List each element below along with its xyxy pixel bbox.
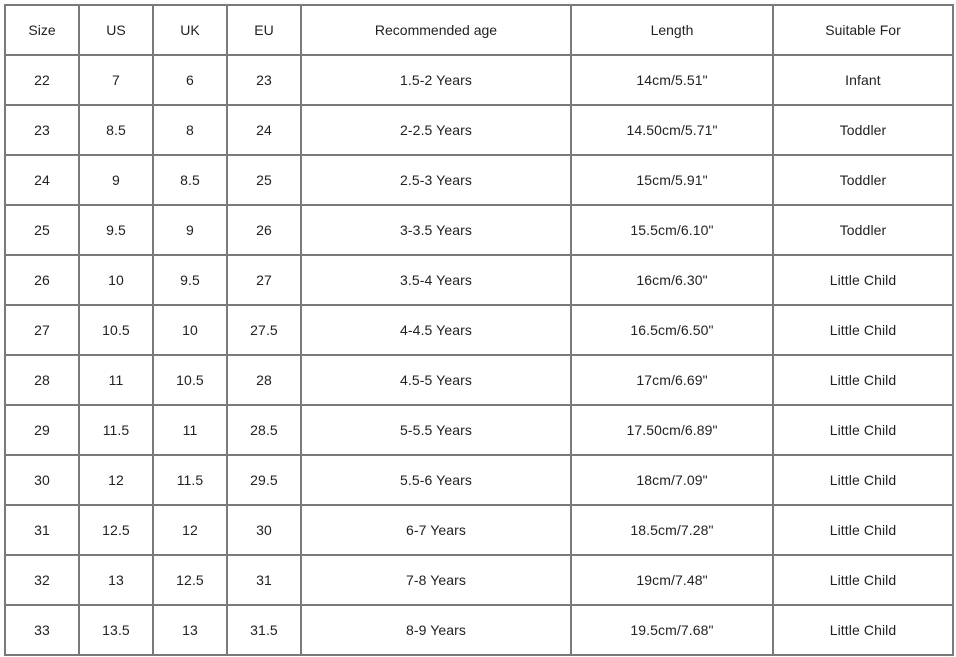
cell-uk: 10.5	[154, 356, 228, 406]
cell-uk: 9.5	[154, 256, 228, 306]
cell-eu: 23	[228, 56, 302, 106]
cell-suitable-for: Toddler	[774, 206, 954, 256]
cell-suitable-for: Little Child	[774, 406, 954, 456]
cell-eu: 24	[228, 106, 302, 156]
cell-size: 27	[6, 306, 80, 356]
cell-uk: 12	[154, 506, 228, 556]
cell-uk: 6	[154, 56, 228, 106]
size-chart-table	[4, 4, 954, 656]
cell-eu: 26	[228, 206, 302, 256]
cell-size: 23	[6, 106, 80, 156]
cell-us: 12.5	[80, 506, 154, 556]
cell-uk: 8.5	[154, 156, 228, 206]
table-header	[6, 6, 954, 56]
header-length: Length	[572, 6, 774, 56]
cell-recommended-age: 6-7 Years	[302, 506, 572, 556]
table-row	[6, 106, 954, 156]
table-row	[6, 556, 954, 606]
cell-length: 18.5cm/7.28"	[572, 506, 774, 556]
cell-length: 19cm/7.48"	[572, 556, 774, 606]
cell-us: 10	[80, 256, 154, 306]
cell-us: 11.5	[80, 406, 154, 456]
cell-eu: 31.5	[228, 606, 302, 656]
cell-recommended-age: 3-3.5 Years	[302, 206, 572, 256]
cell-length: 14cm/5.51"	[572, 56, 774, 106]
cell-eu: 30	[228, 506, 302, 556]
cell-suitable-for: Little Child	[774, 556, 954, 606]
cell-eu: 31	[228, 556, 302, 606]
cell-uk: 11.5	[154, 456, 228, 506]
cell-uk: 8	[154, 106, 228, 156]
cell-us: 9	[80, 156, 154, 206]
cell-length: 17.50cm/6.89"	[572, 406, 774, 456]
cell-recommended-age: 1.5-2 Years	[302, 56, 572, 106]
cell-uk: 9	[154, 206, 228, 256]
cell-size: 28	[6, 356, 80, 406]
header-row	[6, 6, 954, 56]
cell-uk: 12.5	[154, 556, 228, 606]
cell-size: 22	[6, 56, 80, 106]
cell-suitable-for: Toddler	[774, 156, 954, 206]
cell-recommended-age: 5.5-6 Years	[302, 456, 572, 506]
cell-size: 32	[6, 556, 80, 606]
header-recommended-age: Recommended age	[302, 6, 572, 56]
cell-size: 33	[6, 606, 80, 656]
cell-eu: 29.5	[228, 456, 302, 506]
cell-recommended-age: 4.5-5 Years	[302, 356, 572, 406]
table-row	[6, 256, 954, 306]
table-row	[6, 456, 954, 506]
cell-recommended-age: 2-2.5 Years	[302, 106, 572, 156]
cell-size: 26	[6, 256, 80, 306]
cell-length: 15cm/5.91"	[572, 156, 774, 206]
cell-recommended-age: 8-9 Years	[302, 606, 572, 656]
cell-length: 18cm/7.09"	[572, 456, 774, 506]
header-us: US	[80, 6, 154, 56]
cell-us: 13	[80, 556, 154, 606]
table-row	[6, 206, 954, 256]
cell-recommended-age: 5-5.5 Years	[302, 406, 572, 456]
cell-length: 16.5cm/6.50"	[572, 306, 774, 356]
cell-size: 24	[6, 156, 80, 206]
cell-suitable-for: Toddler	[774, 106, 954, 156]
cell-eu: 27	[228, 256, 302, 306]
header-eu: EU	[228, 6, 302, 56]
table-row	[6, 306, 954, 356]
table-row	[6, 506, 954, 556]
cell-length: 19.5cm/7.68"	[572, 606, 774, 656]
cell-recommended-age: 7-8 Years	[302, 556, 572, 606]
cell-us: 8.5	[80, 106, 154, 156]
cell-length: 16cm/6.30"	[572, 256, 774, 306]
cell-suitable-for: Little Child	[774, 356, 954, 406]
cell-eu: 28.5	[228, 406, 302, 456]
cell-us: 13.5	[80, 606, 154, 656]
cell-suitable-for: Little Child	[774, 506, 954, 556]
cell-eu: 28	[228, 356, 302, 406]
cell-eu: 27.5	[228, 306, 302, 356]
cell-recommended-age: 3.5-4 Years	[302, 256, 572, 306]
cell-recommended-age: 2.5-3 Years	[302, 156, 572, 206]
cell-length: 15.5cm/6.10"	[572, 206, 774, 256]
cell-us: 9.5	[80, 206, 154, 256]
cell-uk: 11	[154, 406, 228, 456]
table-row	[6, 356, 954, 406]
table-body	[6, 56, 954, 656]
header-size: Size	[6, 6, 80, 56]
cell-eu: 25	[228, 156, 302, 206]
cell-size: 31	[6, 506, 80, 556]
cell-us: 12	[80, 456, 154, 506]
cell-us: 10.5	[80, 306, 154, 356]
cell-suitable-for: Little Child	[774, 256, 954, 306]
table-row	[6, 606, 954, 656]
cell-us: 11	[80, 356, 154, 406]
cell-length: 14.50cm/5.71"	[572, 106, 774, 156]
cell-us: 7	[80, 56, 154, 106]
cell-recommended-age: 4-4.5 Years	[302, 306, 572, 356]
table-row	[6, 56, 954, 106]
cell-uk: 10	[154, 306, 228, 356]
cell-uk: 13	[154, 606, 228, 656]
cell-size: 29	[6, 406, 80, 456]
header-uk: UK	[154, 6, 228, 56]
table-row	[6, 406, 954, 456]
table-row	[6, 156, 954, 206]
cell-size: 30	[6, 456, 80, 506]
cell-size: 25	[6, 206, 80, 256]
cell-length: 17cm/6.69"	[572, 356, 774, 406]
cell-suitable-for: Little Child	[774, 606, 954, 656]
cell-suitable-for: Little Child	[774, 456, 954, 506]
header-suitable-for: Suitable For	[774, 6, 954, 56]
cell-suitable-for: Infant	[774, 56, 954, 106]
cell-suitable-for: Little Child	[774, 306, 954, 356]
